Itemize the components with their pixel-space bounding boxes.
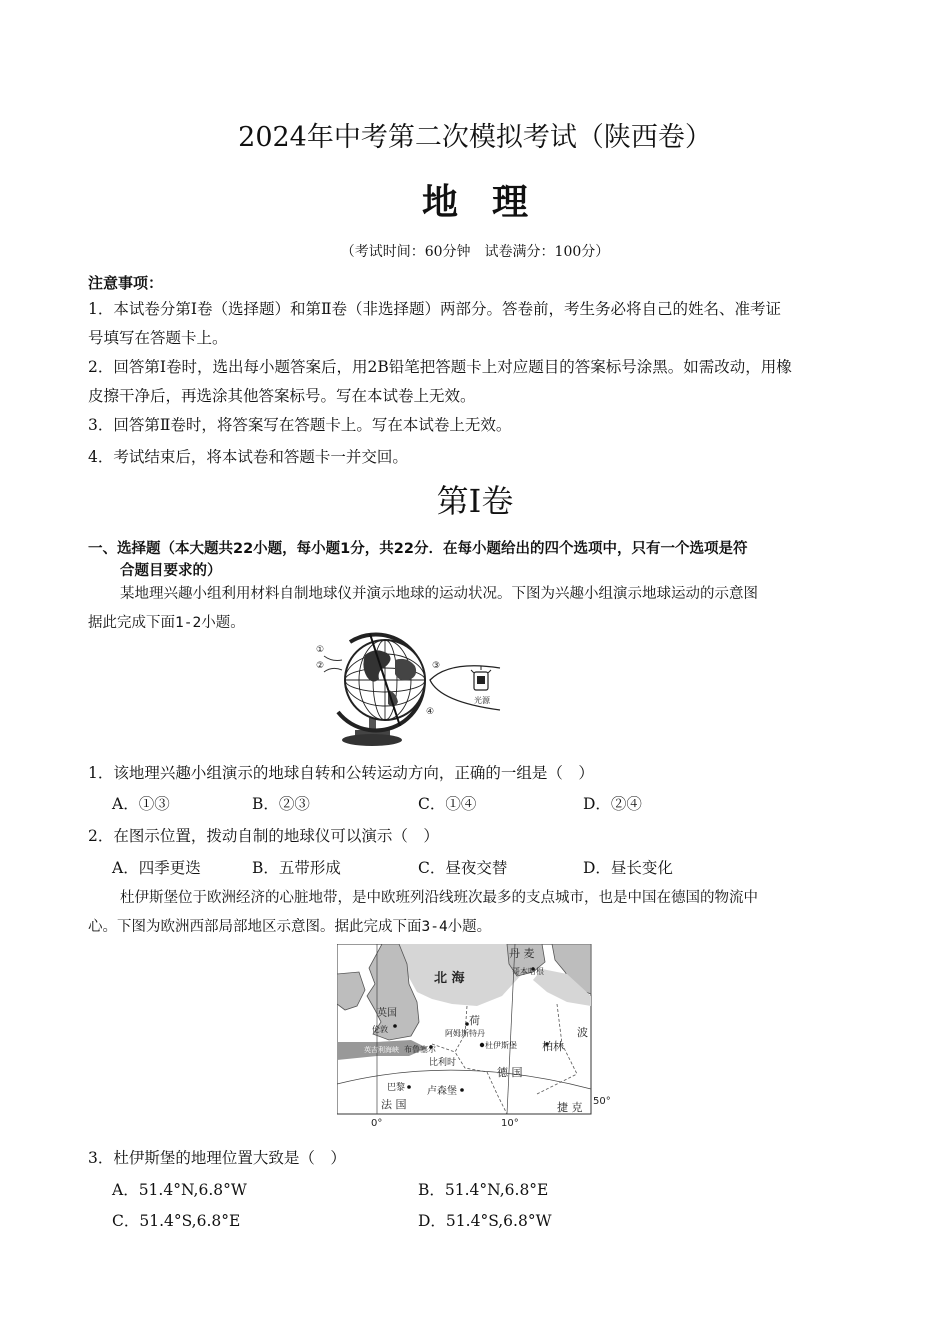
q1-option-b[interactable]: B．②③ <box>252 795 310 813</box>
label-belgium: 比利时 <box>429 1058 457 1068</box>
label-north-sea: 北 海 <box>434 971 465 986</box>
label-channel: 英吉利海峡 <box>364 1046 399 1054</box>
label-lon-0: 0° <box>371 1118 383 1129</box>
label-copenhagen: 哥本哈根 <box>512 967 544 976</box>
intro-text: 某地理兴趣小组利用材料自制地球仪并演示地球的运动状况。下图为兴趣小组演示地球运动的示意图 <box>120 586 758 602</box>
label-4: ④ <box>426 707 435 717</box>
globe-stand-foot <box>342 734 402 746</box>
q2-option-d[interactable]: D．昼长变化 <box>583 859 673 877</box>
label-paris: 巴黎 <box>387 1083 406 1093</box>
label-netherlands: 荷 <box>469 1014 480 1027</box>
label-duisburg: 杜伊斯堡 <box>485 1041 517 1050</box>
label-amsterdam: 阿姆斯特丹 <box>445 1029 485 1038</box>
label-denmark: 丹 麦 <box>509 947 535 960</box>
label-london: 伦敦 <box>372 1025 388 1034</box>
label-lon-10: 10° <box>501 1118 519 1129</box>
question-3-stem: 3．杜伊斯堡的地理位置大致是（ ） <box>88 1149 346 1167</box>
rotation-arrow <box>324 656 342 661</box>
label-1: ① <box>316 645 325 655</box>
label-czech: 捷 克 <box>557 1101 583 1114</box>
exam-title: 2024年中考第二次模拟考试（陕西卷） <box>238 122 712 153</box>
section-title: 第Ⅰ卷 <box>436 482 514 520</box>
part-heading: 一、选择题（本大题共22小题，每小题1分，共22分．在每小题给出的四个选项中，只有一个选项是符 <box>88 541 748 557</box>
intro-text: 杜伊斯堡位于欧洲经济的心脏地带，是中欧班列沿线班次最多的支点城市，也是中国在德国的物流中 <box>120 890 758 906</box>
q1-option-a[interactable]: A．①③ <box>112 795 170 813</box>
notice-line: 号填写在答题卡上。 <box>88 329 228 347</box>
label-brussels: 布鲁塞尔 <box>404 1045 436 1054</box>
part-heading-cont: 合题目要求的） <box>120 563 222 579</box>
light-source-icon <box>471 666 491 690</box>
q2-option-a[interactable]: A．四季更迭 <box>112 859 201 877</box>
label-lat-50: 50° <box>593 1096 611 1107</box>
label-luxembourg: 卢森堡 <box>427 1086 457 1097</box>
q2-option-c[interactable]: C．昼夜交替 <box>418 859 508 877</box>
q1-option-d[interactable]: D．②④ <box>583 795 642 813</box>
label-germany: 德 国 <box>497 1066 523 1079</box>
label-france: 法 国 <box>381 1098 407 1111</box>
label-poland: 波 <box>577 1026 588 1039</box>
q3-option-d[interactable]: D．51.4°S,6.8°W <box>418 1212 552 1230</box>
question-2-stem: 2．在图示位置，拨动自制的地球仪可以演示（ ） <box>88 827 439 845</box>
q3-option-b[interactable]: B．51.4°N,6.8°E <box>418 1181 549 1199</box>
globe-demo-figure <box>310 630 520 750</box>
subject-title: 地理 <box>421 181 562 223</box>
q2-option-b[interactable]: B．五带形成 <box>252 859 341 877</box>
notice-line: 4．考试结束后，将本试卷和答题卡一并交回。 <box>88 448 408 466</box>
intro-text: 心。下图为欧洲西部局部地区示意图。据此完成下面3-4小题。 <box>88 919 492 935</box>
notice-line: 1．本试卷分第Ⅰ卷（选择题）和第Ⅱ卷（非选择题）两部分。答卷前，考生务必将自己的姓名、准考证 <box>88 300 782 318</box>
exam-info: （考试时间：60分钟 试卷满分：100分） <box>340 244 610 260</box>
q3-option-a[interactable]: A．51.4°N,6.8°W <box>112 1181 247 1199</box>
label-uk: 英国 <box>377 1008 397 1019</box>
rotation-arrow <box>324 668 342 672</box>
label-3: ③ <box>432 661 441 671</box>
europe-map <box>337 944 615 1132</box>
notice-line: 3．回答第Ⅱ卷时，将答案写在答题卡上。写在本试卷上无效。 <box>88 416 512 434</box>
light-source-label: 光源 <box>474 696 490 705</box>
label-2: ② <box>316 661 325 671</box>
label-berlin: 柏林 <box>542 1040 564 1053</box>
notice-line: 2．回答第Ⅰ卷时，选出每小题答案后，用2B铅笔把答题卡上对应题目的答案标号涂黑。如需改动，用橡 <box>88 358 792 376</box>
question-1-stem: 1．该地理兴趣小组演示的地球自转和公转运动方向，正确的一组是（ ） <box>88 764 594 782</box>
q1-option-c[interactable]: C．①④ <box>418 795 477 813</box>
q3-option-c[interactable]: C．51.4°S,6.8°E <box>112 1212 241 1230</box>
intro-text: 据此完成下面1-2小题。 <box>88 615 245 631</box>
notice-heading: 注意事项： <box>88 274 164 292</box>
notice-line: 皮擦干净后，再选涂其他答案标号。写在本试卷上无效。 <box>88 387 476 405</box>
